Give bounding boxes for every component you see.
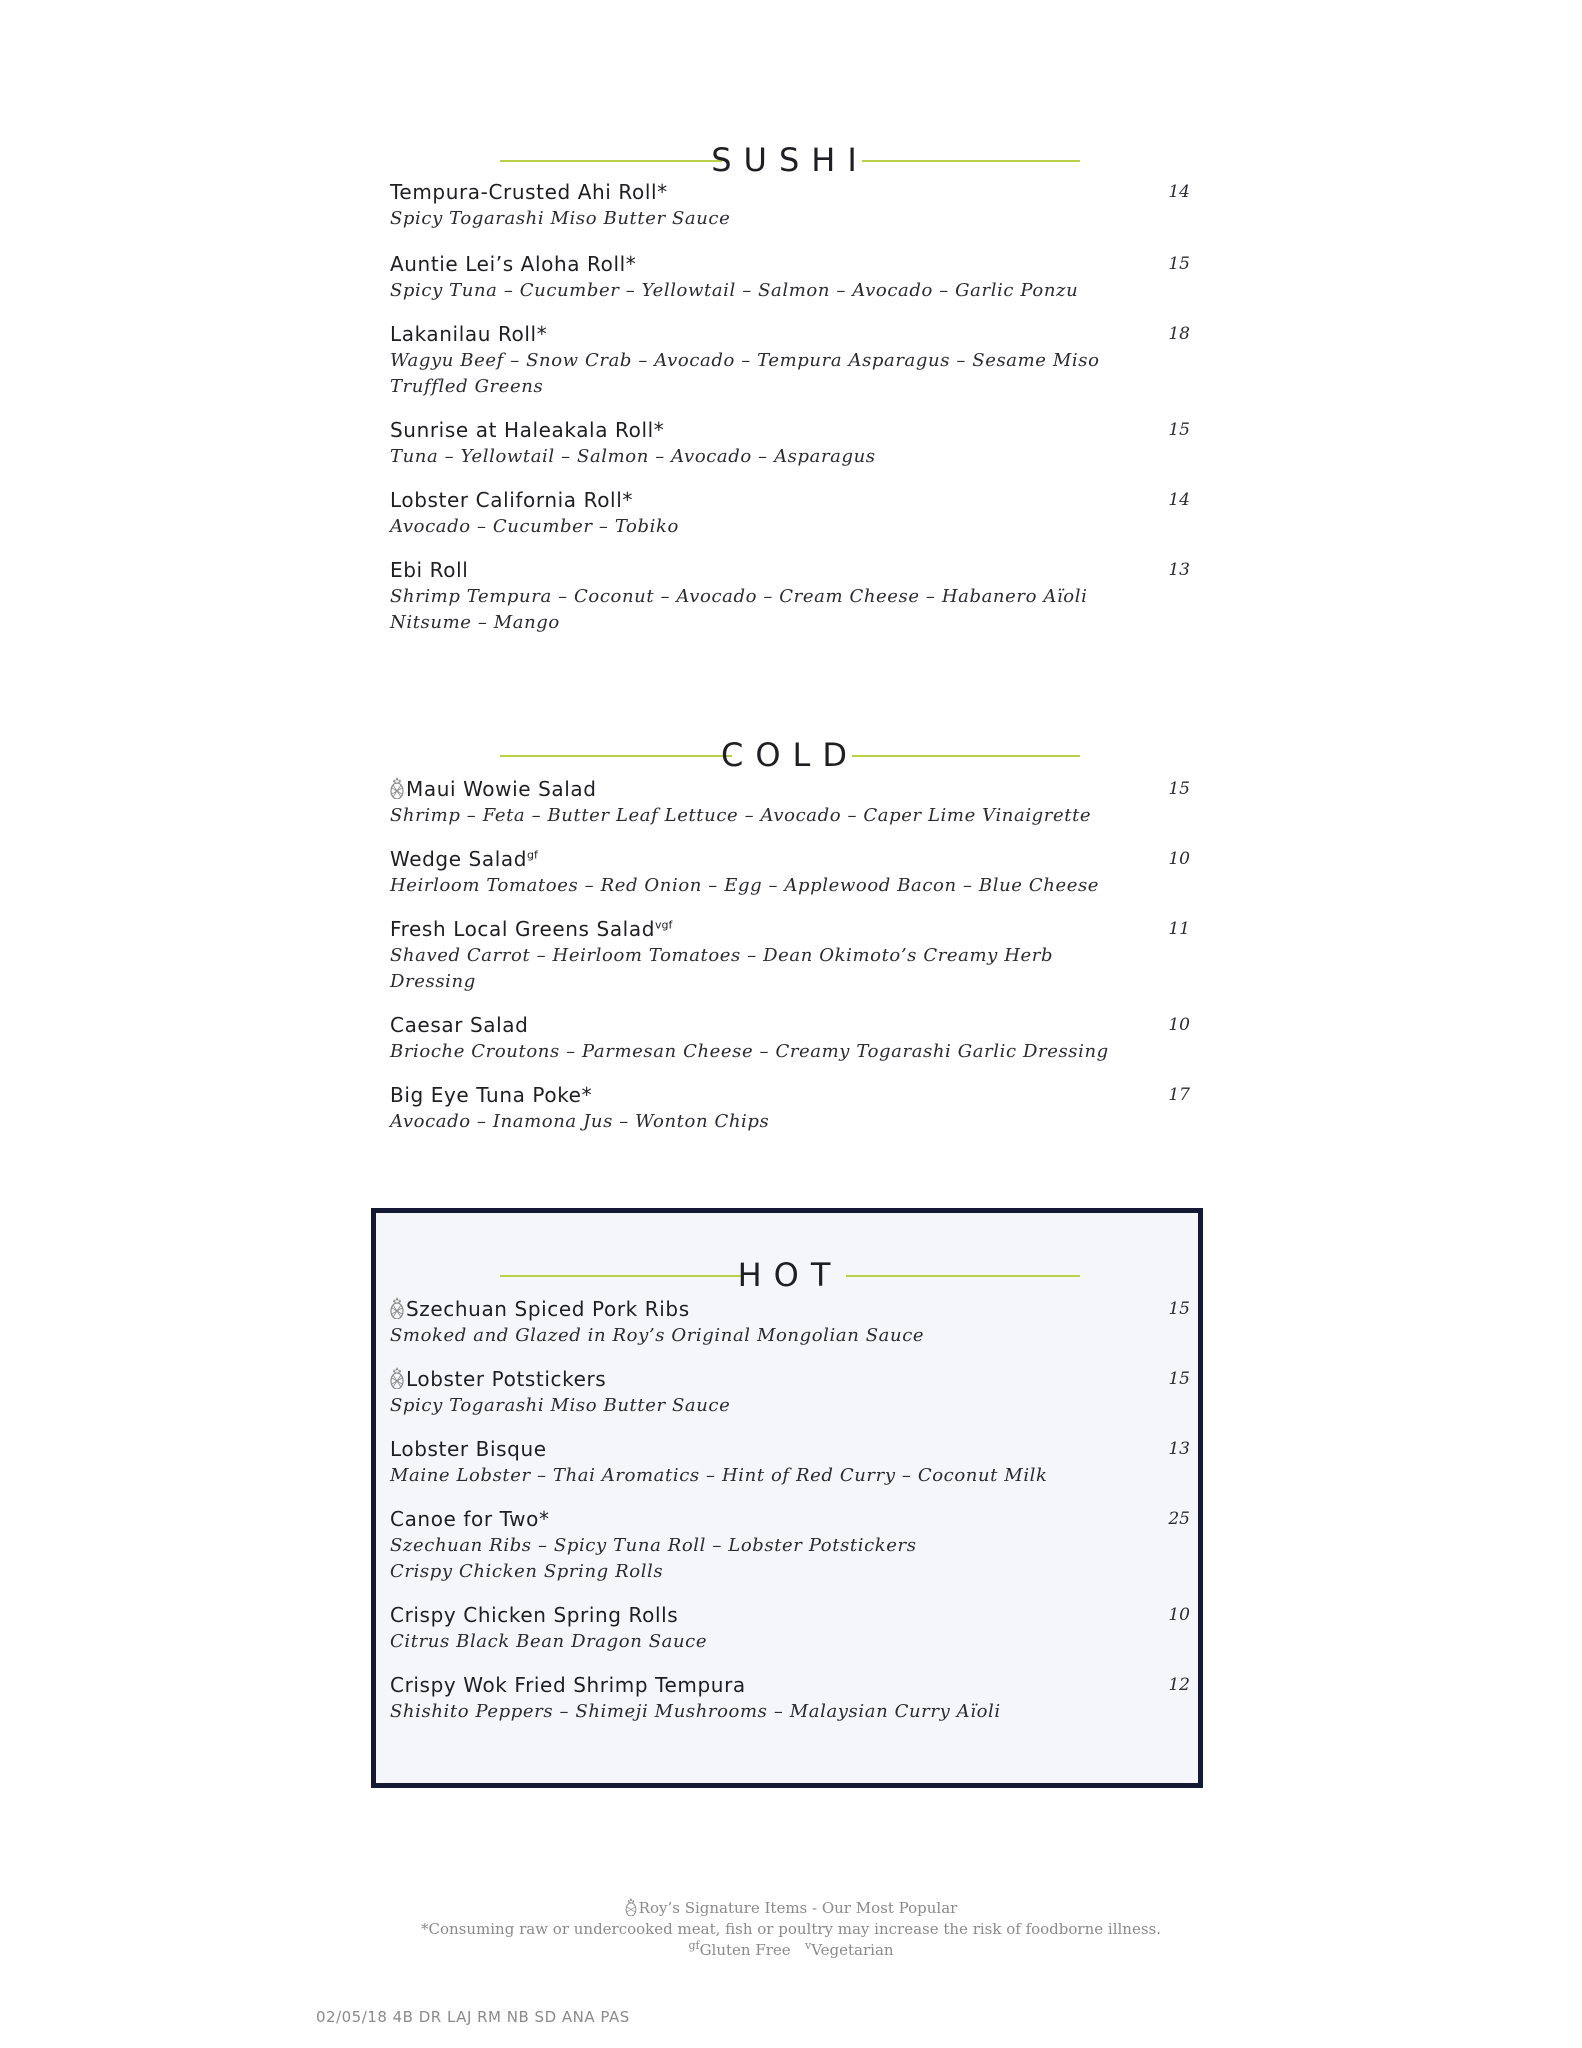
sushi-header	[390, 140, 1190, 180]
menu-item	[390, 556, 1190, 636]
item-name	[390, 915, 1190, 943]
item-price: 15	[1168, 779, 1190, 799]
menu-item	[390, 1081, 1190, 1135]
item-price: 14	[1168, 490, 1190, 510]
item-name: Lobster California Roll*	[390, 488, 633, 512]
item-name-text: Fresh Local Greens Salad	[390, 917, 655, 941]
menu-item	[390, 486, 1190, 540]
item-name-text: Lobster Potstickers	[406, 1367, 607, 1391]
menu-item	[390, 416, 1190, 470]
pineapple-icon	[390, 1297, 404, 1319]
gluten-free-mark: gf	[527, 848, 538, 862]
item-description: Shrimp – Feta – Butter Leaf Lettuce – Avocado – Caper Lime Vinaigrette	[390, 805, 1092, 826]
hot-section	[390, 1255, 1190, 1725]
item-name: Lobster Bisque	[390, 1437, 547, 1461]
vegetarian-gluten-free-mark: vgf	[655, 918, 673, 932]
menu-item	[390, 775, 1190, 829]
item-price: 13	[1168, 560, 1190, 580]
item-name	[390, 845, 1190, 873]
footer-legend	[0, 1941, 1582, 1959]
item-name: Caesar Salad	[390, 1013, 529, 1037]
menu-item	[390, 178, 1190, 232]
item-name-text: Maui Wowie Salad	[406, 777, 597, 801]
item-description: Shrimp Tempura – Coconut – Avocado – Cream Cheese – Habanero Aïoli Nitsume – Mango	[390, 586, 1088, 633]
menu-item	[390, 1011, 1190, 1065]
menu-item	[390, 915, 1190, 995]
item-name: Auntie Lei’s Aloha Roll*	[390, 252, 637, 276]
item-description: Citrus Black Bean Dragon Sauce	[390, 1631, 708, 1652]
item-price: 25	[1168, 1509, 1190, 1529]
item-price: 17	[1168, 1085, 1190, 1105]
item-description: Maine Lobster – Thai Aromatics – Hint of Red Curry – Coconut Milk	[390, 1465, 1048, 1486]
pineapple-icon	[390, 777, 404, 799]
item-description: Heirloom Tomatoes – Red Onion – Egg – Applewood Bacon – Blue Cheese	[390, 875, 1100, 896]
menu-item	[390, 1295, 1190, 1349]
item-name: Crispy Wok Fried Shrimp Tempura	[390, 1673, 746, 1697]
item-name	[390, 1365, 1190, 1393]
item-name: Lakanilau Roll*	[390, 322, 548, 346]
item-description: Avocado – Cucumber – Tobiko	[390, 516, 679, 537]
menu-item	[390, 1365, 1190, 1419]
item-price: 13	[1168, 1439, 1190, 1459]
item-description: Smoked and Glazed in Roy’s Original Mongolian Sauce	[390, 1325, 925, 1346]
item-name: Ebi Roll	[390, 558, 469, 582]
menu-item	[390, 250, 1190, 304]
item-price: 15	[1168, 254, 1190, 274]
item-price: 15	[1168, 420, 1190, 440]
pineapple-icon	[625, 1898, 637, 1916]
item-name: Crispy Chicken Spring Rolls	[390, 1603, 679, 1627]
item-description: Spicy Togarashi Miso Butter Sauce	[390, 1395, 731, 1416]
item-price: 18	[1168, 324, 1190, 344]
footer-signature-note	[0, 1898, 1582, 1917]
item-name	[390, 775, 1190, 803]
section-title: SUSHI	[711, 141, 869, 179]
item-description: Shishito Peppers – Shimeji Mushrooms – Malaysian Curry Aïoli	[390, 1701, 1001, 1722]
vegetarian-mark: v	[804, 1939, 812, 1952]
item-name: Canoe for Two*	[390, 1507, 550, 1531]
item-price: 14	[1168, 182, 1190, 202]
signature-text: Roy’s Signature Items - Our Most Popular	[638, 1899, 958, 1917]
menu-item	[390, 845, 1190, 899]
item-price: 12	[1168, 1675, 1190, 1695]
item-description: Szechuan Ribs – Spicy Tuna Roll – Lobster Potstickers Crispy Chicken Spring Rolls	[390, 1535, 917, 1582]
section-title: COLD	[721, 736, 859, 774]
item-description: Shaved Carrot – Heirloom Tomatoes – Dean Okimoto’s Creamy Herb Dressing	[390, 945, 1054, 992]
hot-header	[390, 1255, 1190, 1295]
item-description: Wagyu Beef – Snow Crab – Avocado – Tempura Asparagus – Sesame Miso Truffled Greens	[390, 350, 1100, 397]
item-description: Spicy Tuna – Cucumber – Yellowtail – Salmon – Avocado – Garlic Ponzu	[390, 280, 1079, 301]
print-code: 02/05/18 4B DR LAJ RM NB SD ANA PAS	[316, 2008, 630, 2026]
item-name: Big Eye Tuna Poke*	[390, 1083, 593, 1107]
footer-warning: *Consuming raw or undercooked meat, fish or poultry may increase the risk of foodborne illness.	[420, 1920, 1161, 1938]
item-description: Tuna – Yellowtail – Salmon – Avocado – Asparagus	[390, 446, 876, 467]
item-name-text: Szechuan Spiced Pork Ribs	[406, 1297, 690, 1321]
gluten-free-label: Gluten Free	[699, 1941, 791, 1959]
item-price: 15	[1168, 1299, 1190, 1319]
menu-item	[390, 1671, 1190, 1725]
menu-item	[390, 320, 1190, 400]
item-price: 10	[1168, 849, 1190, 869]
pineapple-icon	[390, 1367, 404, 1389]
item-price: 10	[1168, 1605, 1190, 1625]
section-title: HOT	[737, 1256, 843, 1294]
item-description: Avocado – Inamona Jus – Wonton Chips	[390, 1111, 770, 1132]
item-description: Brioche Croutons – Parmesan Cheese – Creamy Togarashi Garlic Dressing	[390, 1041, 1109, 1062]
menu-item	[390, 1601, 1190, 1655]
cold-header	[390, 735, 1190, 775]
item-name: Sunrise at Haleakala Roll*	[390, 418, 665, 442]
item-price: 15	[1168, 1369, 1190, 1389]
vegetarian-label: Vegetarian	[811, 1941, 894, 1959]
item-name-text: Wedge Salad	[390, 847, 528, 871]
sushi-section	[390, 140, 1190, 636]
item-price: 11	[1168, 919, 1190, 939]
gluten-free-mark: gf	[688, 1939, 700, 1952]
menu-item	[390, 1435, 1190, 1489]
item-name: Tempura-Crusted Ahi Roll*	[390, 180, 668, 204]
item-description: Spicy Togarashi Miso Butter Sauce	[390, 208, 731, 229]
item-name	[390, 1295, 1190, 1323]
cold-section	[390, 735, 1190, 1135]
menu-item	[390, 1505, 1190, 1585]
item-price: 10	[1168, 1015, 1190, 1035]
